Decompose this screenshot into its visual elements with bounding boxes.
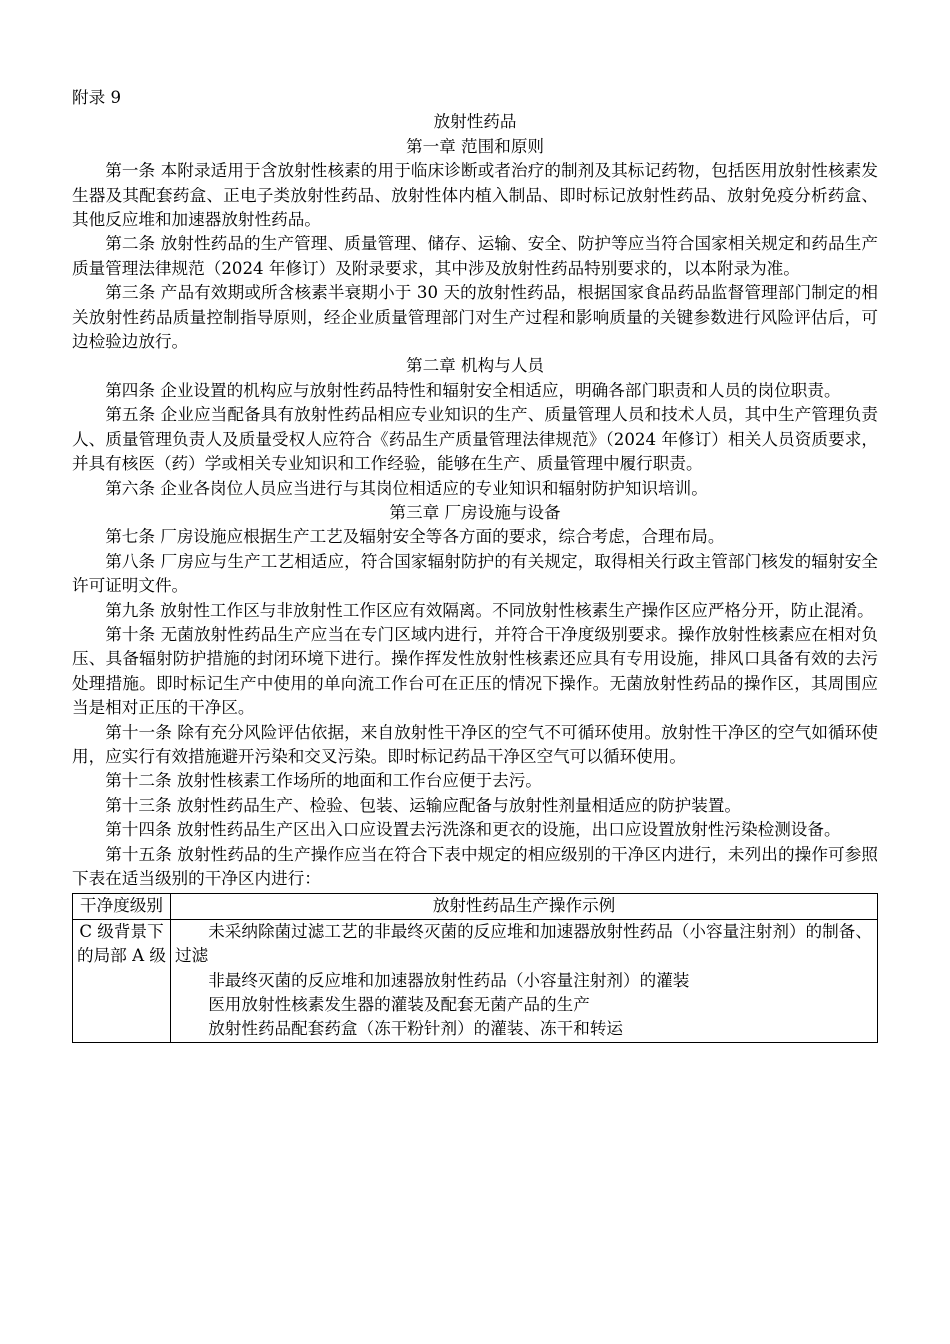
operations-cell bbox=[171, 919, 878, 1042]
operation-item: 未采纳除菌过滤工艺的非最终灭菌的反应堆和加速器放射性药品（小容量注射剂）的制备、过滤 bbox=[175, 921, 872, 966]
table-header-row bbox=[73, 894, 878, 919]
chapter-2 bbox=[72, 354, 878, 500]
article-12: 第十二条 放射性核素工作场所的地面和工作台应便于去污。 bbox=[105, 771, 542, 791]
article-8: 第八条 厂房应与生产工艺相适应，符合国家辐射防护的有关规定，取得相关行政主管部门核发的辐射安全许可证明文件。 bbox=[72, 551, 878, 596]
chapter-1 bbox=[72, 135, 878, 355]
cleanliness-level-cell: C 级背景下的局部 A 级 bbox=[73, 919, 171, 1042]
header-cleanliness-level: 干净度级别 bbox=[73, 894, 171, 919]
article-2: 第二条 放射性药品的生产管理、质量管理、储存、运输、安全、防护等应当符合国家相关规定和药品生产质量管理法律规范（2024 年修订）及附录要求，其中涉及放射性药品特别要求的，以本附录为准。 bbox=[72, 234, 878, 278]
operation-item: 非最终灭菌的反应堆和加速器放射性药品（小容量注射剂）的灌装 bbox=[208, 970, 690, 990]
article-10: 第十条 无菌放射性药品生产应当在专门区域内进行，并符合干净度级别要求。操作放射性核素应在相对负压、具备辐射防护措施的封闭环境下进行。操作挥发性放射性核素还应具有专用设施，排风口具备有效的去污处理措施。即时标记生产中使用的单向流工作台可在正压的情况下操作。无菌放射性药品的操作区，其周围应当是相对正压的干净区。 bbox=[72, 624, 878, 718]
article-1: 第一条 本附录适用于含放射性核素的用于临床诊断或者治疗的制剂及其标记药物，包括医用放射性核素发生器及其配套药盒、正电子类放射性药品、放射性体内植入制品、即时标记放射性药品、放射免疫分析药盒、其他反应堆和加速器放射性药品。 bbox=[72, 161, 878, 230]
operation-item: 放射性药品配套药盒（冻干粉针剂）的灌装、冻干和转运 bbox=[208, 1019, 624, 1039]
cleanliness-table bbox=[72, 893, 878, 1042]
article-5: 第五条 企业应当配备具有放射性药品相应专业知识的生产、质量管理人员和技术人员，其中生产管理负责人、质量管理负责人及质量受权人应符合《药品生产质量管理法律规范》（2024 年修订）相关人员资质要求，并具有核医（药）学或相关专业知识和工作经验，能够在生产、质量管理中履行职责。 bbox=[72, 405, 878, 474]
article-15: 第十五条 放射性药品的生产操作应当在符合下表中规定的相应级别的干净区内进行，未列出的操作可参照下表在适当级别的干净区内进行： bbox=[72, 844, 878, 888]
table-row bbox=[73, 919, 878, 1042]
chapter-heading: 第一章 范围和原则 bbox=[405, 136, 545, 156]
article-7: 第七条 厂房设施应根据生产工艺及辐射安全等各方面的要求，综合考虑，合理布局。 bbox=[105, 527, 725, 547]
article-13: 第十三条 放射性药品生产、检验、包装、运输应配备与放射性剂量相适应的防护装置。 bbox=[105, 795, 742, 815]
chapter-heading: 第二章 机构与人员 bbox=[405, 356, 545, 376]
appendix-label: 附录 9 bbox=[72, 88, 122, 107]
chapter-3 bbox=[72, 501, 878, 892]
article-14: 第十四条 放射性药品生产区出入口应设置去污洗涤和更衣的设施，出口应设置放射性污染检测设备。 bbox=[105, 820, 841, 840]
article-9: 第九条 放射性工作区与非放射性工作区应有效隔离。不同放射性核素生产操作区应严格分开，防止混淆。 bbox=[105, 600, 874, 620]
document-title: 放射性药品 bbox=[433, 112, 517, 132]
article-3: 第三条 产品有效期或所含核素半衰期小于 30 天的放射性药品，根据国家食品药品监督管理部门制定的相关放射性药品质量控制指导原则，经企业质量管理部门对生产过程和影响质量的关键参数进行风险评估后，可边检验边放行。 bbox=[72, 283, 878, 352]
operation-item: 医用放射性核素发生器的灌装及配套无菌产品的生产 bbox=[208, 995, 590, 1015]
header-operation-examples: 放射性药品生产操作示例 bbox=[171, 894, 878, 919]
article-4: 第四条 企业设置的机构应与放射性药品特性和辐射安全相适应，明确各部门职责和人员的岗位职责。 bbox=[105, 380, 841, 400]
chapter-heading: 第三章 厂房设施与设备 bbox=[389, 502, 561, 522]
document-page bbox=[72, 86, 878, 1043]
article-11: 第十一条 除有充分风险评估依据，来自放射性干净区的空气不可循环使用。放射性干净区的空气如循环使用，应实行有效措施避开污染和交叉污染。即时标记药品干净区空气可以循环使用。 bbox=[72, 722, 878, 766]
article-6: 第六条 企业各岗位人员应当进行与其岗位相适应的专业知识和辐射防护知识培训。 bbox=[105, 478, 708, 498]
